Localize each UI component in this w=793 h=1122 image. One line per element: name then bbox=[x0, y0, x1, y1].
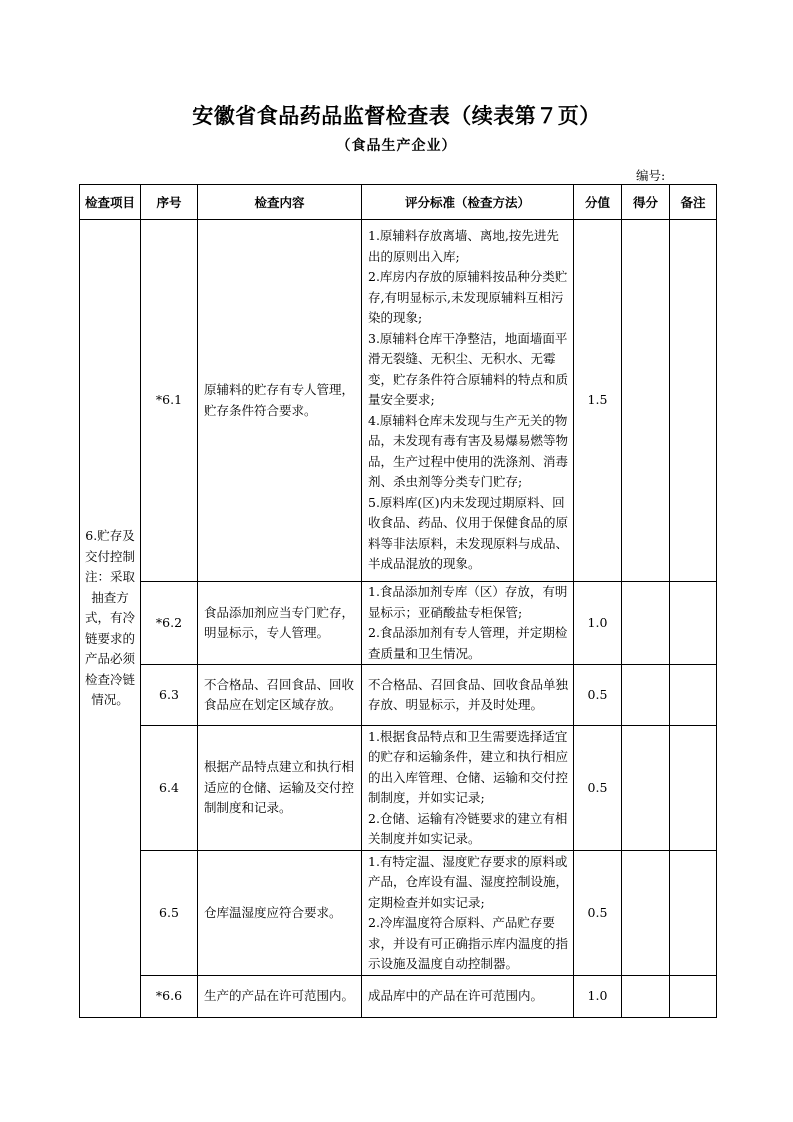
row-content: 食品添加剂应当专门贮存，明显标示，专人管理。 bbox=[198, 582, 362, 665]
table-header-row bbox=[80, 185, 717, 220]
table-row bbox=[80, 582, 717, 665]
header-no: 序号 bbox=[141, 185, 198, 220]
header-score: 分值 bbox=[574, 185, 622, 220]
row-content: 生产的产品在许可范围内。 bbox=[198, 976, 362, 1018]
row-note bbox=[670, 665, 717, 726]
row-score: 1.5 bbox=[574, 220, 622, 582]
row-criteria bbox=[362, 582, 574, 665]
criteria-line: 1.根据食品特点和卫生需要选择适宜的贮存和运输条件，建立和执行相应的出入库管理、仓储、运输和交付控制制度，并如实记录; bbox=[368, 728, 569, 805]
row-note bbox=[670, 582, 717, 665]
row-criteria bbox=[362, 220, 574, 582]
row-got-score bbox=[622, 851, 670, 976]
criteria-line: 不合格品、召回食品、回收食品单独存放、明显标示，并及时处理。 bbox=[368, 676, 569, 712]
row-number: *6.6 bbox=[141, 976, 198, 1018]
page-subtitle: （食品生产企业） bbox=[336, 138, 457, 154]
row-criteria bbox=[362, 665, 574, 726]
row-score: 0.5 bbox=[574, 726, 622, 851]
row-note bbox=[670, 976, 717, 1018]
row-number: *6.2 bbox=[141, 582, 198, 665]
header-content: 检查内容 bbox=[198, 185, 362, 220]
check-item-cell: 6.贮存及交付控制注：采取抽查方式，有冷链要求的产品必须检查冷链情况。 bbox=[80, 220, 141, 1018]
criteria-line: 1.原辅料存放离墙、离地,按先进先出的原则出入库; bbox=[368, 228, 559, 264]
header-note: 备注 bbox=[670, 185, 717, 220]
row-score: 0.5 bbox=[574, 665, 622, 726]
row-got-score bbox=[622, 220, 670, 582]
table-row bbox=[80, 726, 717, 851]
row-score: 1.0 bbox=[574, 582, 622, 665]
row-content: 仓库温湿度应符合要求。 bbox=[198, 851, 362, 976]
row-got-score bbox=[622, 976, 670, 1018]
row-score: 1.0 bbox=[574, 976, 622, 1018]
criteria-line: 成品库中的产品在许可范围内。 bbox=[368, 988, 544, 1004]
page-title: 安徽省食品药品监督检查表（续表第７页） bbox=[192, 103, 601, 128]
table-row bbox=[80, 976, 717, 1018]
row-number: 6.5 bbox=[141, 851, 198, 976]
criteria-line: 1.食品添加剂专库（区）存放，有明显标示；亚硝酸盐专柜保管; bbox=[368, 584, 568, 620]
header-got: 得分 bbox=[622, 185, 670, 220]
row-got-score bbox=[622, 726, 670, 851]
header-item: 检查项目 bbox=[80, 185, 141, 220]
criteria-line: 3.原辅料仓库干净整洁，地面墙面平滑无裂缝、无积尘、无积水、无霉变，贮存条件符合原辅料的特点和质量安全要求; bbox=[368, 330, 569, 408]
criteria-line: 5.原料库(区)内未发现过期原料、回收食品、药品、仪用于保健食品的原料等非法原料，未发现原料与成品、半成品混放的现象。 bbox=[368, 494, 569, 572]
row-note bbox=[670, 220, 717, 582]
table-row bbox=[80, 851, 717, 976]
row-criteria bbox=[362, 851, 574, 976]
row-content: 原辅料的贮存有专人管理，贮存条件符合要求。 bbox=[198, 220, 362, 582]
criteria-line: 2.冷库温度符合原料、产品贮存要求，并设有可正确指示库内温度的指示设施及温度自动控制器。 bbox=[368, 915, 569, 971]
row-number: *6.1 bbox=[141, 220, 198, 582]
row-got-score bbox=[622, 665, 670, 726]
row-content: 不合格品、召回食品、回收食品应在划定区域存放。 bbox=[198, 665, 362, 726]
criteria-line: 2.仓储、运输有冷链要求的建立有相关制度并如实记录。 bbox=[368, 810, 568, 846]
row-criteria bbox=[362, 976, 574, 1018]
row-got-score bbox=[622, 582, 670, 665]
row-criteria bbox=[362, 726, 574, 851]
criteria-line: 2.库房内存放的原辅料按品种分类贮存,有明显标示,未发现原辅料互相污染的现象; bbox=[368, 269, 568, 326]
row-number: 6.4 bbox=[141, 726, 198, 851]
row-number: 6.3 bbox=[141, 665, 198, 726]
criteria-line: 2.食品添加剂有专人管理，并定期检查质量和卫生情况。 bbox=[368, 625, 568, 661]
criteria-line: 4.原辅料仓库未发现与生产无关的物品，未发现有毒有害及易爆易燃等物品，生产过程中使用的洗涤剂、消毒剂、杀虫剂等分类专门贮存; bbox=[368, 412, 569, 490]
row-score: 0.5 bbox=[574, 851, 622, 976]
row-content: 根据产品特点建立和执行相适应的仓储、运输及交付控制制度和记录。 bbox=[198, 726, 362, 851]
row-note bbox=[670, 726, 717, 851]
table-row bbox=[80, 665, 717, 726]
table-row bbox=[80, 220, 717, 582]
row-note bbox=[670, 851, 717, 976]
criteria-line: 1.有特定温、湿度贮存要求的原料或产品，仓库设有温、湿度控制设施，定期检查并如实记录; bbox=[368, 853, 569, 910]
serial-number-label: 编号: bbox=[636, 168, 666, 183]
header-criteria: 评分标准（检查方法） bbox=[362, 185, 574, 220]
inspection-table bbox=[79, 184, 717, 1018]
